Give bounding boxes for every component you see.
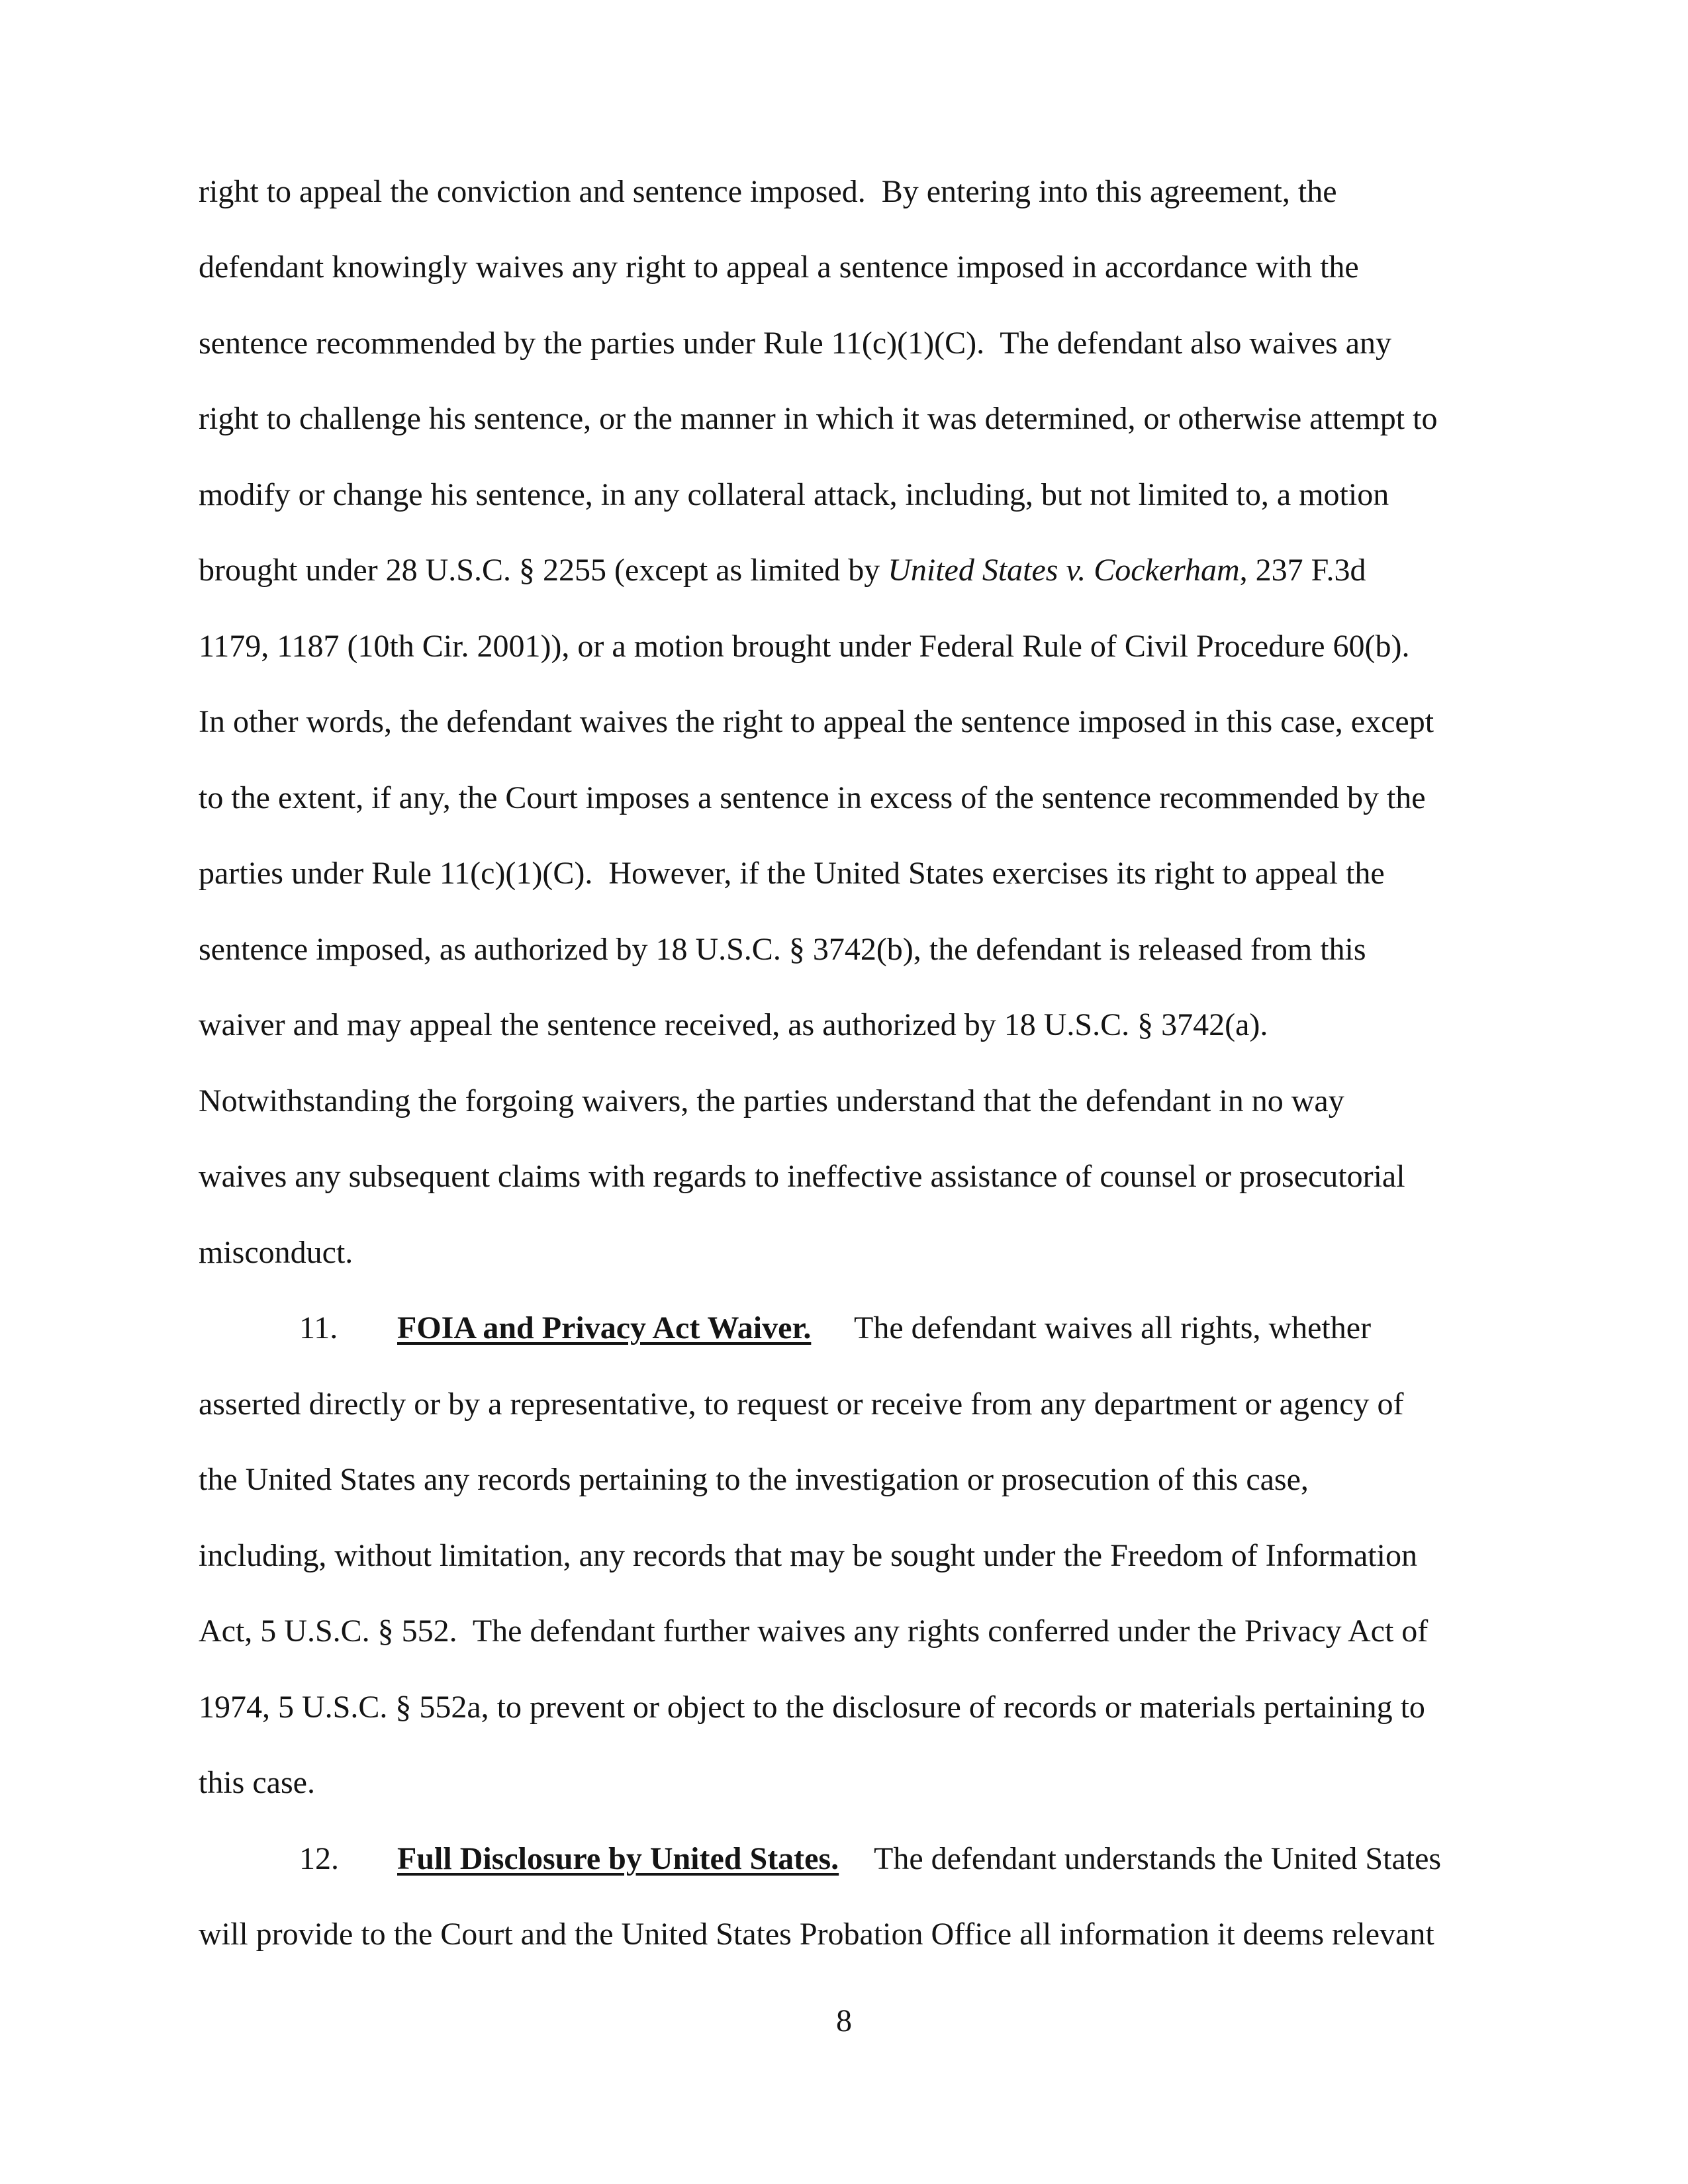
paragraph-line: to the extent, if any, the Court imposes a sentence in excess of the sentence recommended by the (199, 780, 1426, 815)
section-number: 12. (299, 1841, 339, 1876)
paragraph-line: 1974, 5 U.S.C. § 552a, to prevent or object to the disclosure of records or materials pertaining to (199, 1690, 1425, 1725)
section-first-line-text: The defendant understands the United States (874, 1841, 1442, 1876)
paragraph-line: sentence imposed, as authorized by 18 U.S.C. § 3742(b), the defendant is released from this (199, 932, 1366, 967)
paragraph-line-with-citation (199, 551, 1366, 590)
paragraph-line: waiver and may appeal the sentence received, as authorized by 18 U.S.C. § 3742(a). (199, 1007, 1268, 1042)
citation-tail-text: , 237 F.3d (1239, 553, 1366, 588)
paragraph-line: misconduct. (199, 1235, 353, 1270)
paragraph-line: waives any subsequent claims with regards to ineffective assistance of counsel or prosecutorial (199, 1159, 1405, 1194)
paragraph-line: right to challenge his sentence, or the manner in which it was determined, or otherwise attempt to (199, 401, 1438, 436)
paragraph-line: In other words, the defendant waives the right to appeal the sentence imposed in this case, except (199, 704, 1434, 739)
paragraph-line: sentence recommended by the parties under Rule 11(c)(1)(C). The defendant also waives any (199, 326, 1391, 361)
paragraph-line: this case. (199, 1765, 315, 1800)
paragraph-line: asserted directly or by a representative, to request or receive from any department or agency of (199, 1387, 1404, 1422)
citation-lead-text: brought under 28 U.S.C. § 2255 (except as limited by (199, 553, 888, 588)
paragraph-line: 1179, 1187 (10th Cir. 2001)), or a motion brought under Federal Rule of Civil Procedure 60(b). (199, 629, 1410, 664)
case-citation: United States v. Cockerham (888, 553, 1240, 588)
paragraph-line: right to appeal the conviction and sentence imposed. By entering into this agreement, the (199, 174, 1337, 209)
section-heading: Full Disclosure by United States. (397, 1841, 839, 1876)
paragraph-line: Act, 5 U.S.C. § 552. The defendant further waives any rights conferred under the Privacy Act of (199, 1614, 1429, 1649)
paragraph-line: including, without limitation, any records that may be sought under the Freedom of Information (199, 1538, 1417, 1573)
paragraph-line: parties under Rule 11(c)(1)(C). However, if the United States exercises its right to appeal the (199, 856, 1385, 891)
paragraph-line: modify or change his sentence, in any collateral attack, including, but not limited to, a motion (199, 477, 1389, 512)
section-number: 11. (299, 1310, 338, 1345)
section-heading: FOIA and Privacy Act Waiver. (397, 1310, 812, 1345)
paragraph-line: will provide to the Court and the United States Probation Office all information it deems relevant (199, 1917, 1434, 1952)
page-number: 8 (836, 2003, 852, 2038)
paragraph-line: the United States any records pertaining to the investigation or prosecution of this case, (199, 1462, 1309, 1497)
paragraph-line: Notwithstanding the forgoing waivers, the parties understand that the defendant in no way (199, 1083, 1344, 1118)
section-first-line-text: The defendant waives all rights, whether (854, 1310, 1372, 1345)
paragraph-line: defendant knowingly waives any right to appeal a sentence imposed in accordance with the (199, 250, 1359, 285)
